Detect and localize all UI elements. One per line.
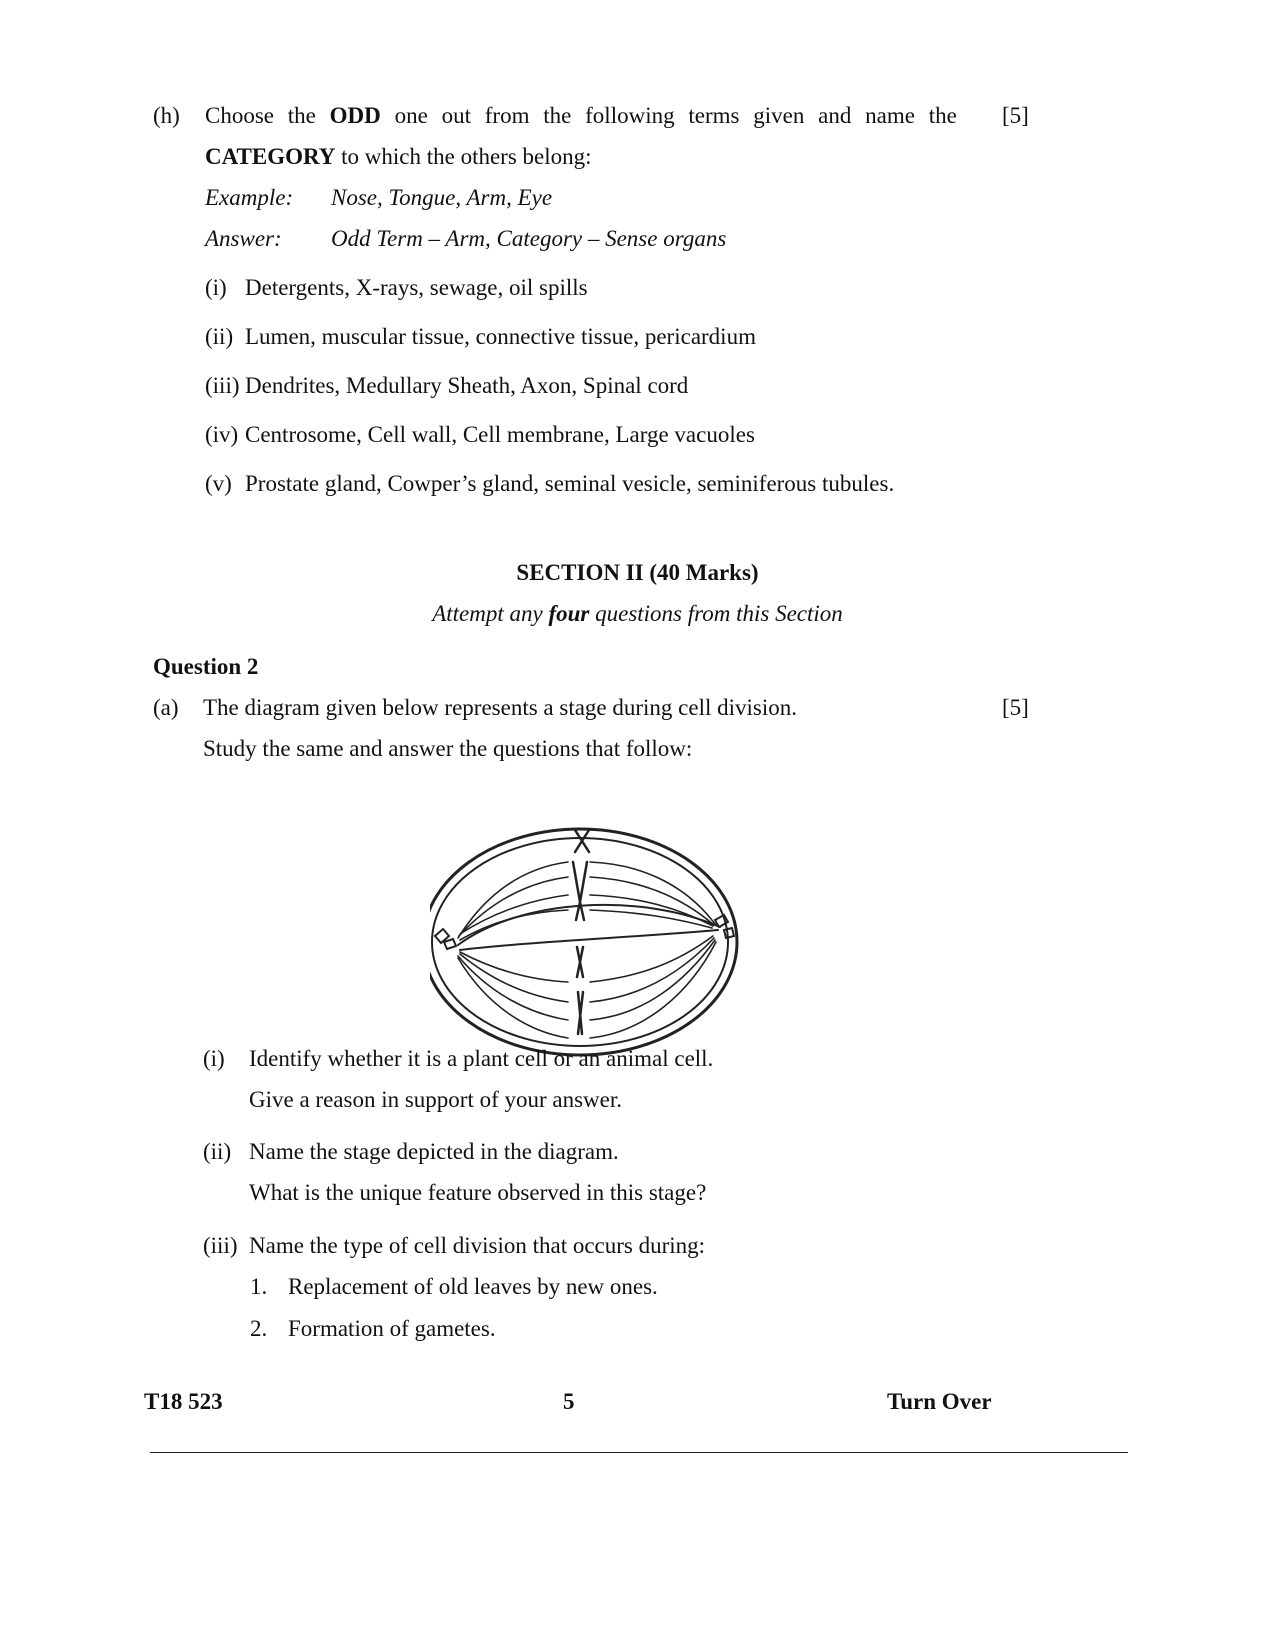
spindle-fibre [460,930,718,950]
page-number: 5 [563,1389,575,1414]
spindle-fibre [459,877,568,936]
section-instructions: Attempt any four questions from this Section [432,601,843,626]
turn-over: Turn Over [887,1389,992,1414]
subquestion-text: What is the unique feature observed in this stage? [249,1180,707,1205]
subquestion-number: (iii) [203,1233,238,1258]
item-number: (iii) [205,373,240,398]
item-text: Lumen, muscular tissue, connective tissue, pericardium [245,324,756,349]
odd-keyword: ODD [329,103,381,128]
category-keyword: CATEGORY [205,144,336,169]
chromosome [573,862,587,920]
list-item: Formation of gametes. [288,1316,496,1341]
item-number: (iv) [205,422,239,447]
item-number: (v) [205,471,232,496]
subquestion-text: Identify whether it is a plant cell or an animal cell. [249,1046,714,1071]
subquestion-text: Name the stage depicted in the diagram. [249,1139,619,1164]
question-a-line2: Study the same and answer the questions that follow: [203,736,693,761]
example-text: Nose, Tongue, Arm, Eye [331,185,553,210]
paper-code: T18 523 [144,1389,223,1414]
item-text: Centrosome, Cell wall, Cell membrane, Large vacuoles [245,422,755,447]
answer-label: Answer: [205,226,282,251]
marks-a: [5] [1002,695,1029,720]
list-number: 2. [250,1316,268,1341]
item-number: (i) [205,275,227,300]
cell-division-diagram [430,812,750,1062]
question-label-h: (h) [153,103,180,128]
centriole-left [435,929,456,949]
spindle-fibre [590,862,715,924]
question-heading: Question 2 [153,654,259,679]
spindle-fibre [460,895,568,934]
section-title: SECTION II (40 Marks) [516,560,759,585]
spindle-fibre [458,862,568,938]
spindle-fibre [590,910,712,928]
item-number: (ii) [205,324,234,349]
chromosome [578,992,583,1034]
question-h-line2: CATEGORY to which the others belong: [205,144,592,169]
list-number: 1. [250,1274,268,1299]
subquestion-text: Name the type of cell division that occurs during: [249,1233,706,1258]
question-a-line1: The diagram given below represents a stage during cell division. [203,695,797,720]
footer-rule [150,1452,1128,1453]
example-label: Example: [205,185,294,210]
question-label-a: (a) [153,695,179,720]
list-item: Replacement of old leaves by new ones. [288,1274,658,1299]
item-text: Detergents, X-rays, sewage, oil spills [245,275,588,300]
question-h-line1: Choose the ODD one out from the following terms given and name the [205,103,957,128]
answer-text: Odd Term – Arm, Category – Sense organs [331,226,727,251]
outer-cell-membrane [430,829,737,1055]
marks-h: [5] [1002,103,1029,128]
spindle-fibre [460,954,568,1002]
chromosome [575,830,589,852]
subquestion-number: (ii) [203,1139,232,1164]
chromosome [577,947,583,977]
subquestion-text: Give a reason in support of your answer. [249,1087,623,1112]
subquestion-number: (i) [203,1046,225,1071]
item-text: Prostate gland, Cowper’s gland, seminal vesicle, seminiferous tubules. [245,471,895,496]
item-text: Dendrites, Medullary Sheath, Axon, Spinal cord [245,373,689,398]
spindle-fibre [590,942,716,1038]
